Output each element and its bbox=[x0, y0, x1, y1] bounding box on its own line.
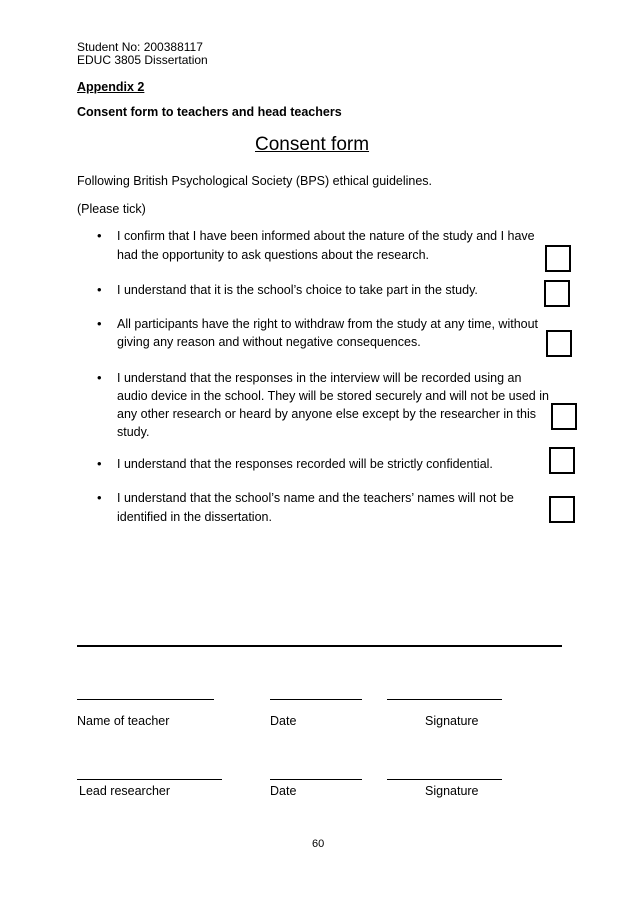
date-line[interactable] bbox=[270, 779, 362, 780]
item-line: study. bbox=[117, 425, 150, 439]
instruction-text: (Please tick) bbox=[77, 202, 146, 216]
page-title: Consent form bbox=[255, 134, 370, 155]
name-line[interactable] bbox=[77, 699, 214, 700]
page-number: 60 bbox=[312, 838, 325, 850]
tick-checkbox[interactable] bbox=[549, 496, 575, 523]
item-line: I understand that it is the school’s choice to take part in the study. bbox=[117, 283, 478, 297]
form-subtitle: Consent form to teachers and head teachers bbox=[77, 105, 342, 119]
researcher-label: Lead researcher bbox=[79, 784, 171, 798]
tick-checkbox[interactable] bbox=[546, 330, 572, 357]
bullet: • bbox=[97, 370, 102, 385]
bullet: • bbox=[97, 228, 102, 243]
bullet: • bbox=[97, 490, 102, 505]
tick-checkbox[interactable] bbox=[545, 245, 571, 272]
signature-label: Signature bbox=[425, 714, 479, 728]
bullet: • bbox=[97, 456, 102, 471]
item-line: giving any reason and without negative consequences. bbox=[117, 335, 421, 349]
bullet: • bbox=[97, 282, 102, 297]
tick-checkbox[interactable] bbox=[551, 403, 577, 430]
item-line: I understand that the school’s name and the teachers’ names will not be bbox=[117, 491, 514, 505]
item-line: had the opportunity to ask questions about the research. bbox=[117, 248, 430, 262]
course-code: EDUC 3805 Dissertation bbox=[77, 53, 208, 67]
signature-line[interactable] bbox=[387, 779, 502, 780]
intro-text: Following British Psychological Society (BPS) ethical guidelines. bbox=[77, 174, 433, 188]
student-number: Student No: 200388117 bbox=[77, 40, 203, 54]
name-label: Name of teacher bbox=[77, 714, 170, 728]
item-line: I understand that the responses in the interview will be recorded using an bbox=[117, 371, 522, 385]
signature-line[interactable] bbox=[387, 699, 502, 700]
item-line: All participants have the right to withdraw from the study at any time, without bbox=[117, 317, 539, 331]
item-line: any other research or heard by anyone else except by the researcher in this bbox=[117, 407, 536, 421]
item-line: audio device in the school. They will be stored securely and will not be used in bbox=[117, 389, 549, 403]
date-line[interactable] bbox=[270, 699, 362, 700]
date-label: Date bbox=[270, 784, 297, 798]
appendix-title: Appendix 2 bbox=[77, 80, 145, 94]
item-line: I confirm that I have been informed about the nature of the study and I have bbox=[117, 229, 535, 243]
date-label: Date bbox=[270, 714, 297, 728]
name-line[interactable] bbox=[77, 779, 222, 780]
item-line: I understand that the responses recorded will be strictly confidential. bbox=[117, 457, 493, 471]
divider bbox=[77, 645, 562, 647]
signature-label: Signature bbox=[425, 784, 479, 798]
tick-checkbox[interactable] bbox=[549, 447, 575, 474]
tick-checkbox[interactable] bbox=[544, 280, 570, 307]
bullet: • bbox=[97, 316, 102, 331]
item-line: identified in the dissertation. bbox=[117, 510, 272, 524]
